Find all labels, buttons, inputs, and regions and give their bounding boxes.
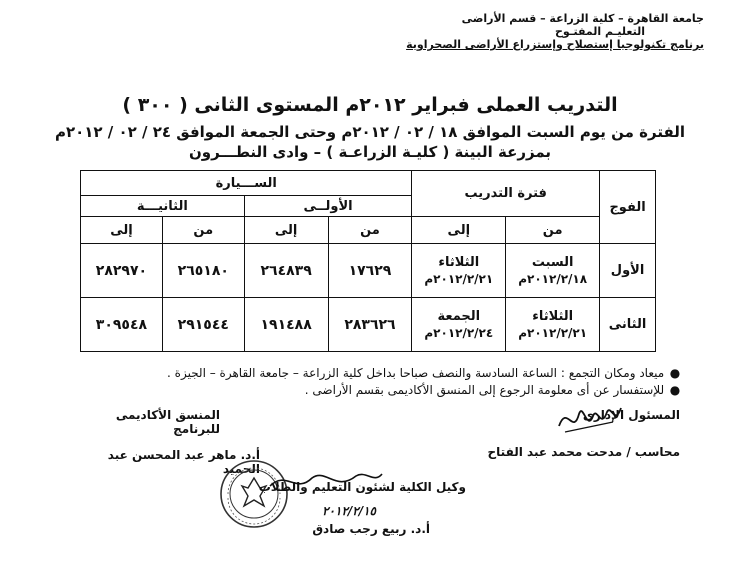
admin-signature	[555, 396, 625, 438]
period-to-day: الثلاثاء	[438, 254, 480, 270]
period-from-cell	[506, 298, 600, 352]
car1-to-cell: ٢٦٤٨٣٩	[244, 244, 328, 298]
period-to-date: ٢٠١٢/٢/٢٤م	[424, 325, 494, 340]
period-from-cell	[506, 244, 600, 298]
header-open-education-line: التعليـم المفتـوح	[554, 25, 645, 38]
header-group: الفوج	[600, 171, 656, 244]
vice-dean-title: وكيل الكلية لشئون التعليم والطلاب	[258, 480, 466, 494]
period-from-day: الثلاثاء	[532, 308, 574, 324]
car2-from-cell: ٢٦٥١٨٠	[162, 244, 244, 298]
period-to-cell	[412, 244, 506, 298]
location-line: بمزرعة البينة ( كليـة الزراعـة ) – وادى النطـــرون	[188, 143, 552, 161]
header-car2-to: إلى	[81, 217, 163, 244]
schedule-table	[80, 170, 656, 352]
list-item	[62, 365, 682, 382]
header-program-line: برنامج تكنولوجيا إستصلاح وإستزراع الأراضى الصحراوية	[406, 38, 704, 51]
car1-to-cell: ١٩١٤٨٨	[244, 298, 328, 352]
header-training-period: فترة التدريب	[412, 171, 600, 217]
note-text: ميعاد ومكان التجمع : الساعة السادسة والنصف صباحا بداخل كلية الزراعة – جامعة القاهرة – الجيزة .	[167, 366, 665, 380]
header-car2-from: من	[162, 217, 244, 244]
header-car1-from: من	[328, 217, 412, 244]
header-period-to: إلى	[412, 217, 506, 244]
header-car1-to: إلى	[244, 217, 328, 244]
bullet-icon: ●	[669, 383, 681, 397]
period-from-date: ٢٠١٢/٢/٢١م	[518, 325, 588, 340]
document-title: التدريب العملى فبراير ٢٠١٢م المستوى الثانى ( ٣٠٠ )	[122, 94, 618, 116]
period-from-day: السبت	[531, 254, 574, 270]
handwritten-date: ٢٠١٢/٢/١٥	[322, 504, 376, 518]
notes-list	[62, 365, 682, 399]
header-university-line: جامعة القاهرة – كلية الزراعة – قسم الأراضى	[461, 12, 704, 25]
group-cell: الأول	[600, 244, 656, 298]
car1-from-cell: ١٧٦٢٩	[328, 244, 412, 298]
car1-from-cell: ٢٨٣٦٢٦	[328, 298, 412, 352]
period-from-date: ٢٠١٢/٢/١٨م	[518, 271, 588, 286]
car2-to-cell: ٣٠٩٥٤٨	[81, 298, 163, 352]
group-cell: الثانى	[600, 298, 656, 352]
header-car-first: الأولــى	[244, 196, 412, 217]
table-row	[81, 298, 656, 352]
vice-dean-name: أ.د. ربيع رجب صادق	[312, 522, 430, 536]
header-period-from: من	[506, 217, 600, 244]
period-to-date: ٢٠١٢/٢/٢١م	[424, 271, 494, 286]
header-car: الســـيارة	[81, 171, 412, 196]
car2-from-cell: ٢٩١٥٤٤	[162, 298, 244, 352]
vice-dean-signature	[266, 466, 386, 498]
coordinator-name: أ.د. ماهر عبد المحسن عبد الحميد	[107, 448, 260, 476]
coordinator-title: المنسق الأكاديمى للبرنامج	[115, 408, 220, 436]
car2-to-cell: ٢٨٢٩٧٠	[81, 244, 163, 298]
period-line: الفترة من يوم السبت الموافق ١٨ / ٠٢ / ٢٠١٢م وحتى الجمعة الموافق ٢٤ / ٠٢ / ٢٠١٢م	[54, 123, 686, 141]
header-car-second: الثانيـــة	[81, 196, 245, 217]
table-row	[81, 244, 656, 298]
admin-title: المسئول الإدارى	[582, 408, 680, 422]
note-text: للإستفسار عن أى معلومة الرجوع إلى المنسق الأكاديمى بقسم الأراضى .	[304, 383, 665, 397]
bullet-icon: ●	[669, 366, 681, 380]
admin-name: محاسب / مدحت محمد عبد الفتاح	[487, 445, 680, 459]
period-to-cell	[412, 298, 506, 352]
period-to-day: الجمعة	[437, 308, 481, 324]
